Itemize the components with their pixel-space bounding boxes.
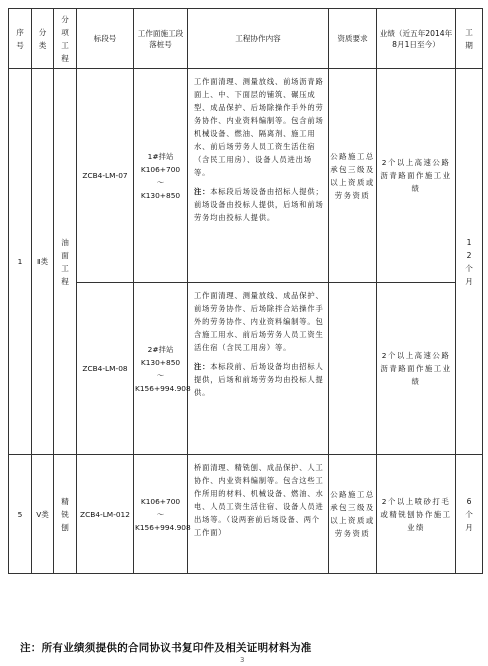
cell-performance-lm07: 2个以上高速公路沥青路面作施工业绩 <box>377 69 456 283</box>
stake-start: 2#拌站 <box>147 344 174 354</box>
note-label: 注： <box>194 187 211 196</box>
stake-from: K130+850 <box>140 357 181 367</box>
stake-start: 1#拌站 <box>147 151 174 161</box>
stake-from: K106+700 <box>140 164 181 174</box>
cell-qualification-lm08 <box>329 283 377 455</box>
stake-tilde: ～ <box>156 177 165 187</box>
table-row-lm07 <box>9 69 483 283</box>
cell-content-lm07 <box>188 69 329 283</box>
content-text: 工作面清理、测量放线、成品保护、前场劳务协作、后场除拌合站操作手外的劳务协作、内业资料编制等。包含施工用水、前后场劳务人员工资生活住宿（含民工用房）等。 <box>194 291 324 352</box>
header-sub-project: 分项工程 <box>54 9 77 69</box>
header-qualification: 资质要求 <box>329 9 377 69</box>
header-section-no: 标段号 <box>77 9 134 69</box>
cell-seq-1: 1 <box>9 69 32 455</box>
content-text: 桥面清理、精铣刨、成品保护、人工协作、内业资料编制等。包含这些工作所用的材料、机械设备、燃油、水电、人员工资生活住宿、设备人员进出场等。（设两套前后场设备、两个工作面） <box>194 463 324 537</box>
cell-stake-lm07 <box>134 69 188 283</box>
cell-period-5: 6个月 <box>456 455 483 574</box>
header-seq: 序号 <box>9 9 32 69</box>
header-performance: 业绩（近五年2014年8月1日至今） <box>377 9 456 69</box>
stake-tilde: ～ <box>156 509 165 519</box>
stake-from: K106+700 <box>140 496 181 506</box>
header-stake: 工作面施工段落桩号 <box>134 9 188 69</box>
footer-note: 注：所有业绩须提供的合同协议书复印件及相关证明材料为准 <box>20 642 312 654</box>
header-category: 分类 <box>32 9 54 69</box>
stake-to: K156+994.908 <box>135 522 191 532</box>
table-row-lm08 <box>9 283 483 455</box>
cell-qualification-lm012: 公路施工总承包三级及以上资质或劳务资质 <box>329 455 377 574</box>
cell-performance-lm012: 2个以上喷砂打毛或精铣刨协作施工业绩 <box>377 455 456 574</box>
cell-qualification-lm07: 公路施工总承包三级及以上资质或劳务资质 <box>329 69 377 283</box>
note-text: 本标段后场设备由招标人提供；前场设备由投标人提供，后场和前场劳务均由投标人提供。 <box>194 187 324 222</box>
cell-content-lm08 <box>188 283 329 455</box>
table-row-lm012 <box>9 455 483 574</box>
cell-section-no-lm012: ZCB4-LM-012 <box>77 455 134 574</box>
cell-category-1: Ⅱ类 <box>32 69 54 455</box>
cell-seq-5: 5 <box>9 455 32 574</box>
cell-sub-project-5: 精铣刨 <box>54 455 77 574</box>
cell-content-lm012 <box>188 455 329 574</box>
content-text: 工作面清理、测量放线、前场沥青路面上、中、下面层的铺筑、碾压成型、成品保护、后场除操作手外的劳务协作、内业资料编制等。包含前场机械设备、燃油、隔离剂、施工用水、前后场劳务人员工资生活住宿（含民工用房）、设备人员进出场等。 <box>194 77 324 177</box>
cell-stake-lm08 <box>134 283 191 455</box>
cell-category-5: Ⅴ类 <box>32 455 54 574</box>
header-content: 工程协作内容 <box>188 9 329 69</box>
content-note <box>194 185 324 224</box>
cell-sub-project-1: 油面工程 <box>54 69 77 455</box>
header-period: 工期 <box>456 9 483 69</box>
note-text: 本标段前、后场设备均由招标人提供，后场和前场劳务均由投标人提供。 <box>194 362 324 397</box>
note-label: 注： <box>194 362 211 371</box>
cell-section-no-lm07: ZCB4-LM-07 <box>77 69 134 283</box>
stake-tilde: ～ <box>156 370 165 380</box>
cell-section-no-lm08: ZCB4-LM-08 <box>77 283 134 455</box>
cell-period-1: 12个月 <box>456 69 483 455</box>
stake-to: K130+850 <box>140 190 181 200</box>
page-number: 3 <box>240 656 245 664</box>
stake-to: K156+994.908 <box>135 383 191 393</box>
cell-performance-lm08: 2个以上高速公路沥青路面作施工业绩 <box>377 283 456 455</box>
cell-stake-lm012 <box>134 455 191 574</box>
content-note <box>194 360 324 399</box>
header-row <box>9 9 483 69</box>
bid-sections-table <box>8 8 483 574</box>
